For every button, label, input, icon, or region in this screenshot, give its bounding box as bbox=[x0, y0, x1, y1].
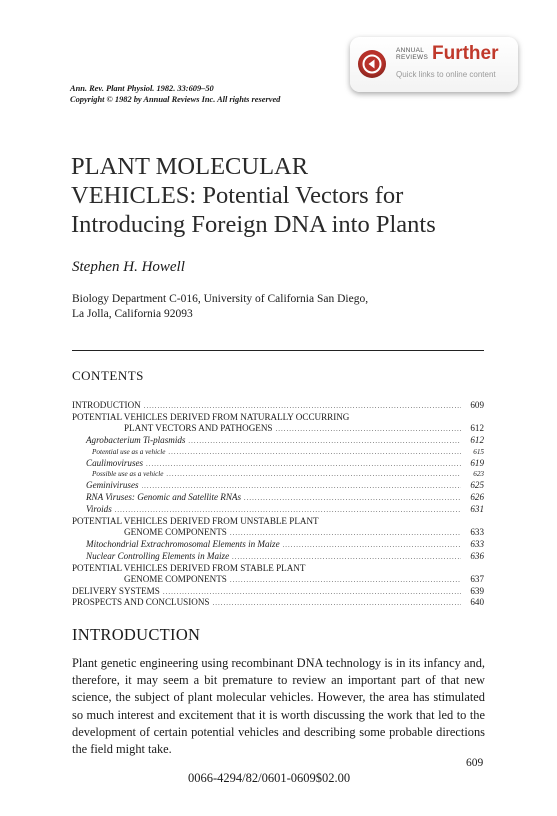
toc-entry[interactable] bbox=[72, 458, 484, 470]
toc-entry[interactable] bbox=[72, 539, 484, 551]
toc-leader-dots bbox=[244, 493, 461, 504]
toc-entry-label: Geminiviruses bbox=[86, 480, 139, 491]
journal-citation: Ann. Rev. Plant Physiol. 1982. 33:609–50 bbox=[70, 84, 214, 93]
toc-entry-page: 623 bbox=[473, 470, 484, 479]
toc-entry-label: POTENTIAL VEHICLES DERIVED FROM STABLE PLANT bbox=[72, 562, 306, 573]
toc-entry-page: 619 bbox=[470, 457, 484, 468]
title-line: PLANT MOLECULAR bbox=[71, 153, 309, 180]
toc-entry-label: Caulimoviruses bbox=[86, 457, 144, 468]
toc-entry-label: PROSPECTS AND CONCLUSIONS bbox=[72, 597, 210, 608]
toc-entry-label: Possible use as a vehicle bbox=[92, 470, 164, 479]
toc-entry[interactable] bbox=[72, 586, 484, 598]
toc-entry-page: 631 bbox=[470, 504, 484, 515]
author-affiliation bbox=[72, 292, 368, 322]
toc-entry[interactable] bbox=[72, 516, 484, 527]
annual-reviews-further-badge[interactable] bbox=[350, 37, 518, 92]
title-line: VEHICLES: Potential Vectors for bbox=[71, 182, 404, 209]
article-title bbox=[71, 152, 436, 239]
copyright-line: Copyright © 1982 by Annual Reviews Inc. All rights reserved bbox=[70, 95, 281, 104]
toc-leader-dots bbox=[115, 505, 461, 516]
toc-entry-label: GENOME COMPONENTS bbox=[124, 573, 227, 584]
toc-leader-dots bbox=[212, 598, 461, 609]
toc-leader-dots bbox=[230, 575, 461, 586]
affiliation-line: La Jolla, California 92093 bbox=[72, 308, 193, 320]
toc-entry-page: 625 bbox=[470, 480, 484, 491]
toc-entry-label: PLANT VECTORS AND PATHOGENS bbox=[124, 422, 273, 433]
toc-entry-label: Potential use as a vehicle bbox=[92, 447, 166, 456]
annual-reviews-label: ANNUAL REVIEWS bbox=[396, 47, 429, 61]
toc-entry[interactable] bbox=[72, 551, 484, 563]
introduction-heading: INTRODUCTION bbox=[72, 625, 201, 644]
toc-entry-label: Viroids bbox=[86, 504, 112, 515]
further-label: Further bbox=[432, 43, 499, 64]
toc-entry-page: 615 bbox=[473, 447, 484, 456]
section-divider bbox=[72, 350, 484, 351]
toc-entry[interactable] bbox=[72, 412, 484, 423]
toc-entry-page: 636 bbox=[470, 550, 484, 561]
toc-leader-dots bbox=[166, 469, 461, 480]
journal-citation-block bbox=[70, 83, 280, 105]
toc-leader-dots bbox=[188, 436, 461, 447]
toc-entry-page: 612 bbox=[470, 434, 484, 445]
toc-entry[interactable] bbox=[72, 504, 484, 516]
toc-leader-dots bbox=[163, 587, 461, 598]
introduction-body: Plant genetic engineering using recombinant DNA technology is in its infancy and, therefore, it may seem a bit premature to review an important part of that new science, the subject of plant molecular vehicles. However, the area has stimulated so much interest and excitement that it is worth discussing the work that led to the development of certain potential vehicles and describing some probable directions the field might take. bbox=[72, 656, 485, 757]
toc-entry-page: 637 bbox=[470, 573, 484, 584]
toc-entry-page: 609 bbox=[470, 400, 484, 410]
toc-entry-label: POTENTIAL VEHICLES DERIVED FROM NATURALLY OCCURRING bbox=[72, 411, 350, 422]
toc-entry-label: RNA Viruses: Genomic and Satellite RNAs bbox=[86, 492, 241, 503]
toc-entry[interactable] bbox=[72, 447, 484, 458]
toc-leader-dots bbox=[168, 447, 461, 458]
toc-entry[interactable] bbox=[72, 480, 484, 492]
contents-heading: CONTENTS bbox=[72, 368, 144, 383]
toc-entry[interactable] bbox=[72, 527, 484, 539]
quick-links-label: Quick links to online content bbox=[396, 70, 496, 79]
toc-entry-page: 640 bbox=[470, 597, 484, 608]
toc-leader-dots bbox=[230, 528, 461, 539]
table-of-contents bbox=[72, 400, 484, 609]
toc-entry-label: POTENTIAL VEHICLES DERIVED FROM UNSTABLE PLANT bbox=[72, 516, 319, 527]
footer-code: 0066-4294/82/0601-0609$02.00 bbox=[188, 771, 351, 785]
toc-entry-label: Nuclear Controlling Elements in Maize bbox=[86, 550, 230, 561]
toc-entry[interactable] bbox=[72, 400, 484, 412]
toc-entry-label: Agrobacterium Ti-plasmids bbox=[86, 434, 186, 445]
toc-entry[interactable] bbox=[72, 563, 484, 574]
toc-leader-dots bbox=[275, 424, 461, 435]
toc-entry[interactable] bbox=[72, 469, 484, 480]
page-number: 609 bbox=[466, 757, 484, 769]
annual-reviews-logo-icon bbox=[358, 50, 386, 78]
title-line: Introducing Foreign DNA into Plants bbox=[71, 211, 436, 238]
toc-leader-dots bbox=[144, 401, 461, 412]
toc-entry[interactable] bbox=[72, 492, 484, 504]
toc-entry[interactable] bbox=[72, 574, 484, 586]
toc-entry-label: GENOME COMPONENTS bbox=[124, 526, 227, 537]
toc-entry-page: 639 bbox=[470, 585, 484, 596]
toc-leader-dots bbox=[142, 481, 461, 492]
toc-entry[interactable] bbox=[72, 423, 484, 435]
toc-entry-label: Mitochondrial Extrachromosomal Elements in Maize bbox=[86, 538, 280, 549]
toc-entry[interactable] bbox=[72, 435, 484, 447]
toc-entry-label: INTRODUCTION bbox=[72, 400, 141, 410]
affiliation-line: Biology Department C-016, University of California San Diego, bbox=[72, 293, 369, 305]
toc-entry-page: 612 bbox=[470, 422, 484, 433]
toc-entry[interactable] bbox=[72, 597, 484, 609]
toc-leader-dots bbox=[232, 552, 461, 563]
toc-entry-page: 633 bbox=[470, 538, 484, 549]
author-name: Stephen H. Howell bbox=[72, 259, 185, 275]
toc-entry-page: 626 bbox=[470, 492, 484, 503]
toc-leader-dots bbox=[146, 459, 461, 470]
toc-entry-label: DELIVERY SYSTEMS bbox=[72, 585, 160, 596]
toc-entry-page: 633 bbox=[470, 526, 484, 537]
toc-leader-dots bbox=[283, 540, 461, 551]
